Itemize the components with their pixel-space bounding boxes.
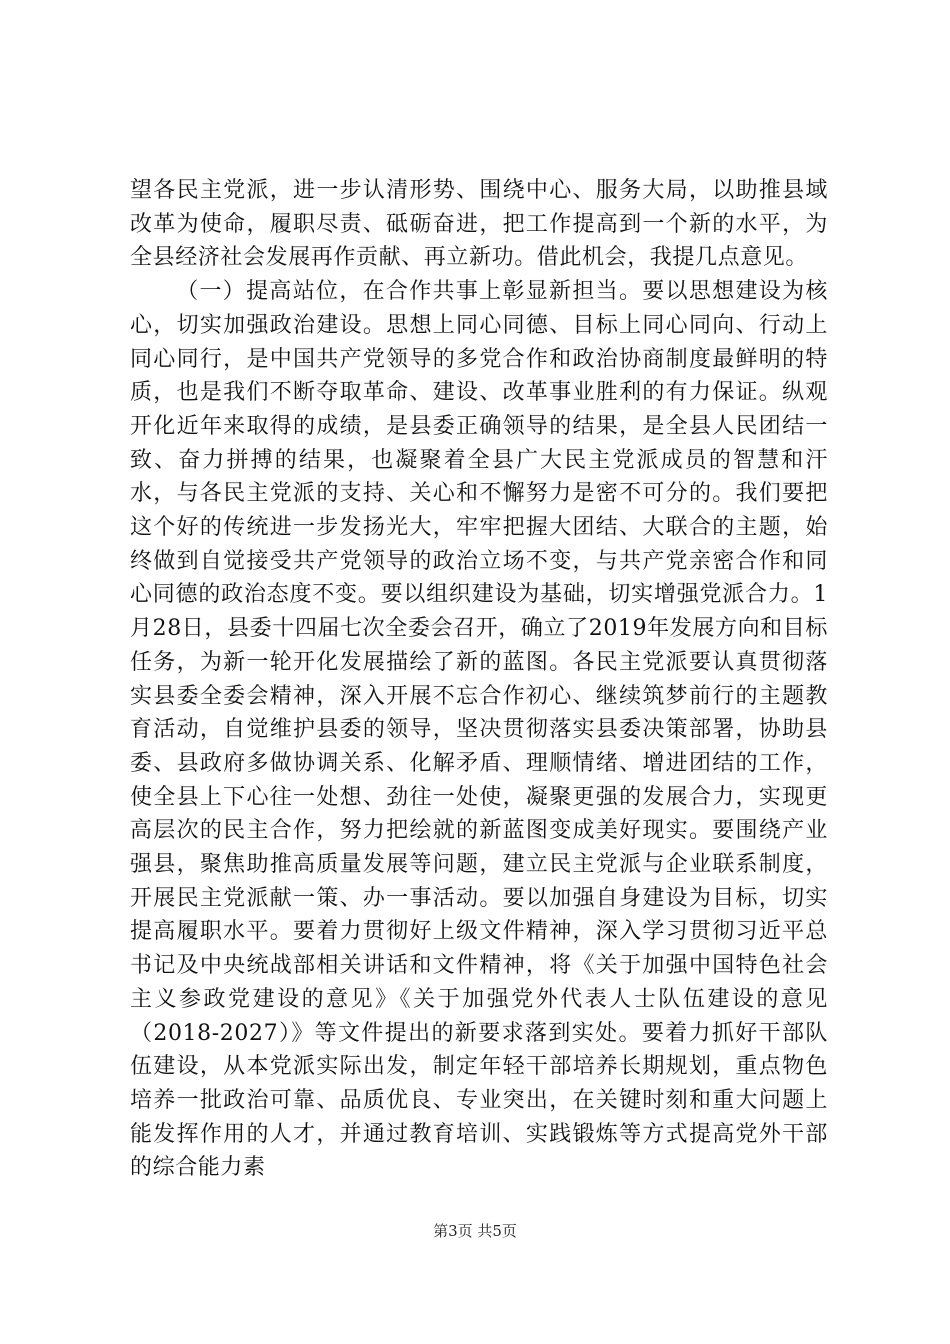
paragraph-section-one: （一）提高站位，在合作共事上彰显新担当。要以思想建设为核心，切实加强政治建设。思想上同心同德、目标上同心同向、行动上同心同行，是中国共产党领导的多党合作和政治协商制度最鲜明的特质，也是我们不断夺取革命、建设、改革事业胜利的有力保证。纵观开化近年来取得的成绩，是县委正确领导的结果，是全县人民团结一致、奋力拼搏的结果，也凝聚着全县广大民主党派成员的智慧和汗水，与各民主党派的支持、关心和不懈努力是密不可分的。我们要把这个好的传统进一步发扬光大，牢牢把握大团结、大联合的主题，始终做到自觉接受共产党领导的政治立场不变，与共产党亲密合作和同心同德的政治态度不变。要以组织建设为基础，切实增强党派合力。1月28日，县委十四届七次全委会召开，确立了2019年发展方向和目标任务，为新一轮开化发展描绘了新的蓝图。各民主党派要认真贯彻落实县委全委会精神，深入开展不忘合作初心、继续筑梦前行的主题教育活动，自觉维护县委的领导，坚决贯彻落实县委决策部署，协助县委、县政府多做协调关系、化解矛盾、理顺情绪、增进团结的工作，使全县上下心往一处想、劲往一处使，凝聚更强的发展合力，实现更高层次的民主合作，努力把绘就的新蓝图变成美好现实。要围绕产业强县，聚焦助推高质量发展等问题，建立民主党派与企业联系制度，开展民主党派献一策、办一事活动。要以加强自身建设为目标，切实提高履职水平。要着力贯彻好上级文件精神，深入学习贯彻习近平总书记及中央统战部相关讲话和文件精神，将《关于加强中国特色社会主义参政党建设的意见》《关于加强党外代表人士队伍建设的意见（2018-2027）》等文件提出的新要求落到实处。要着力抓好干部队伍建设，从本党派实际出发，制定年轻干部培养长期规划，重点物色培养一批政治可靠、品质优良、专业突出，在关键时刻和重大问题上能发挥作用的人才，并通过教育培训、实践锻炼等方式提高党外干部的综合能力素 [130, 279, 828, 1181]
paragraph-continuation: 望各民主党派，进一步认清形势、围绕中心、服务大局，以助推县域改革为使命，履职尽责、砥砺奋进，把工作提高到一个新的水平，为全县经济社会发展再作贡献、再立新功。借此机会，我提几点意见。 [130, 178, 828, 271]
page-number: 第3页 共5页 [433, 1222, 517, 1240]
document-body [130, 174, 828, 1185]
page-footer [0, 1220, 950, 1241]
